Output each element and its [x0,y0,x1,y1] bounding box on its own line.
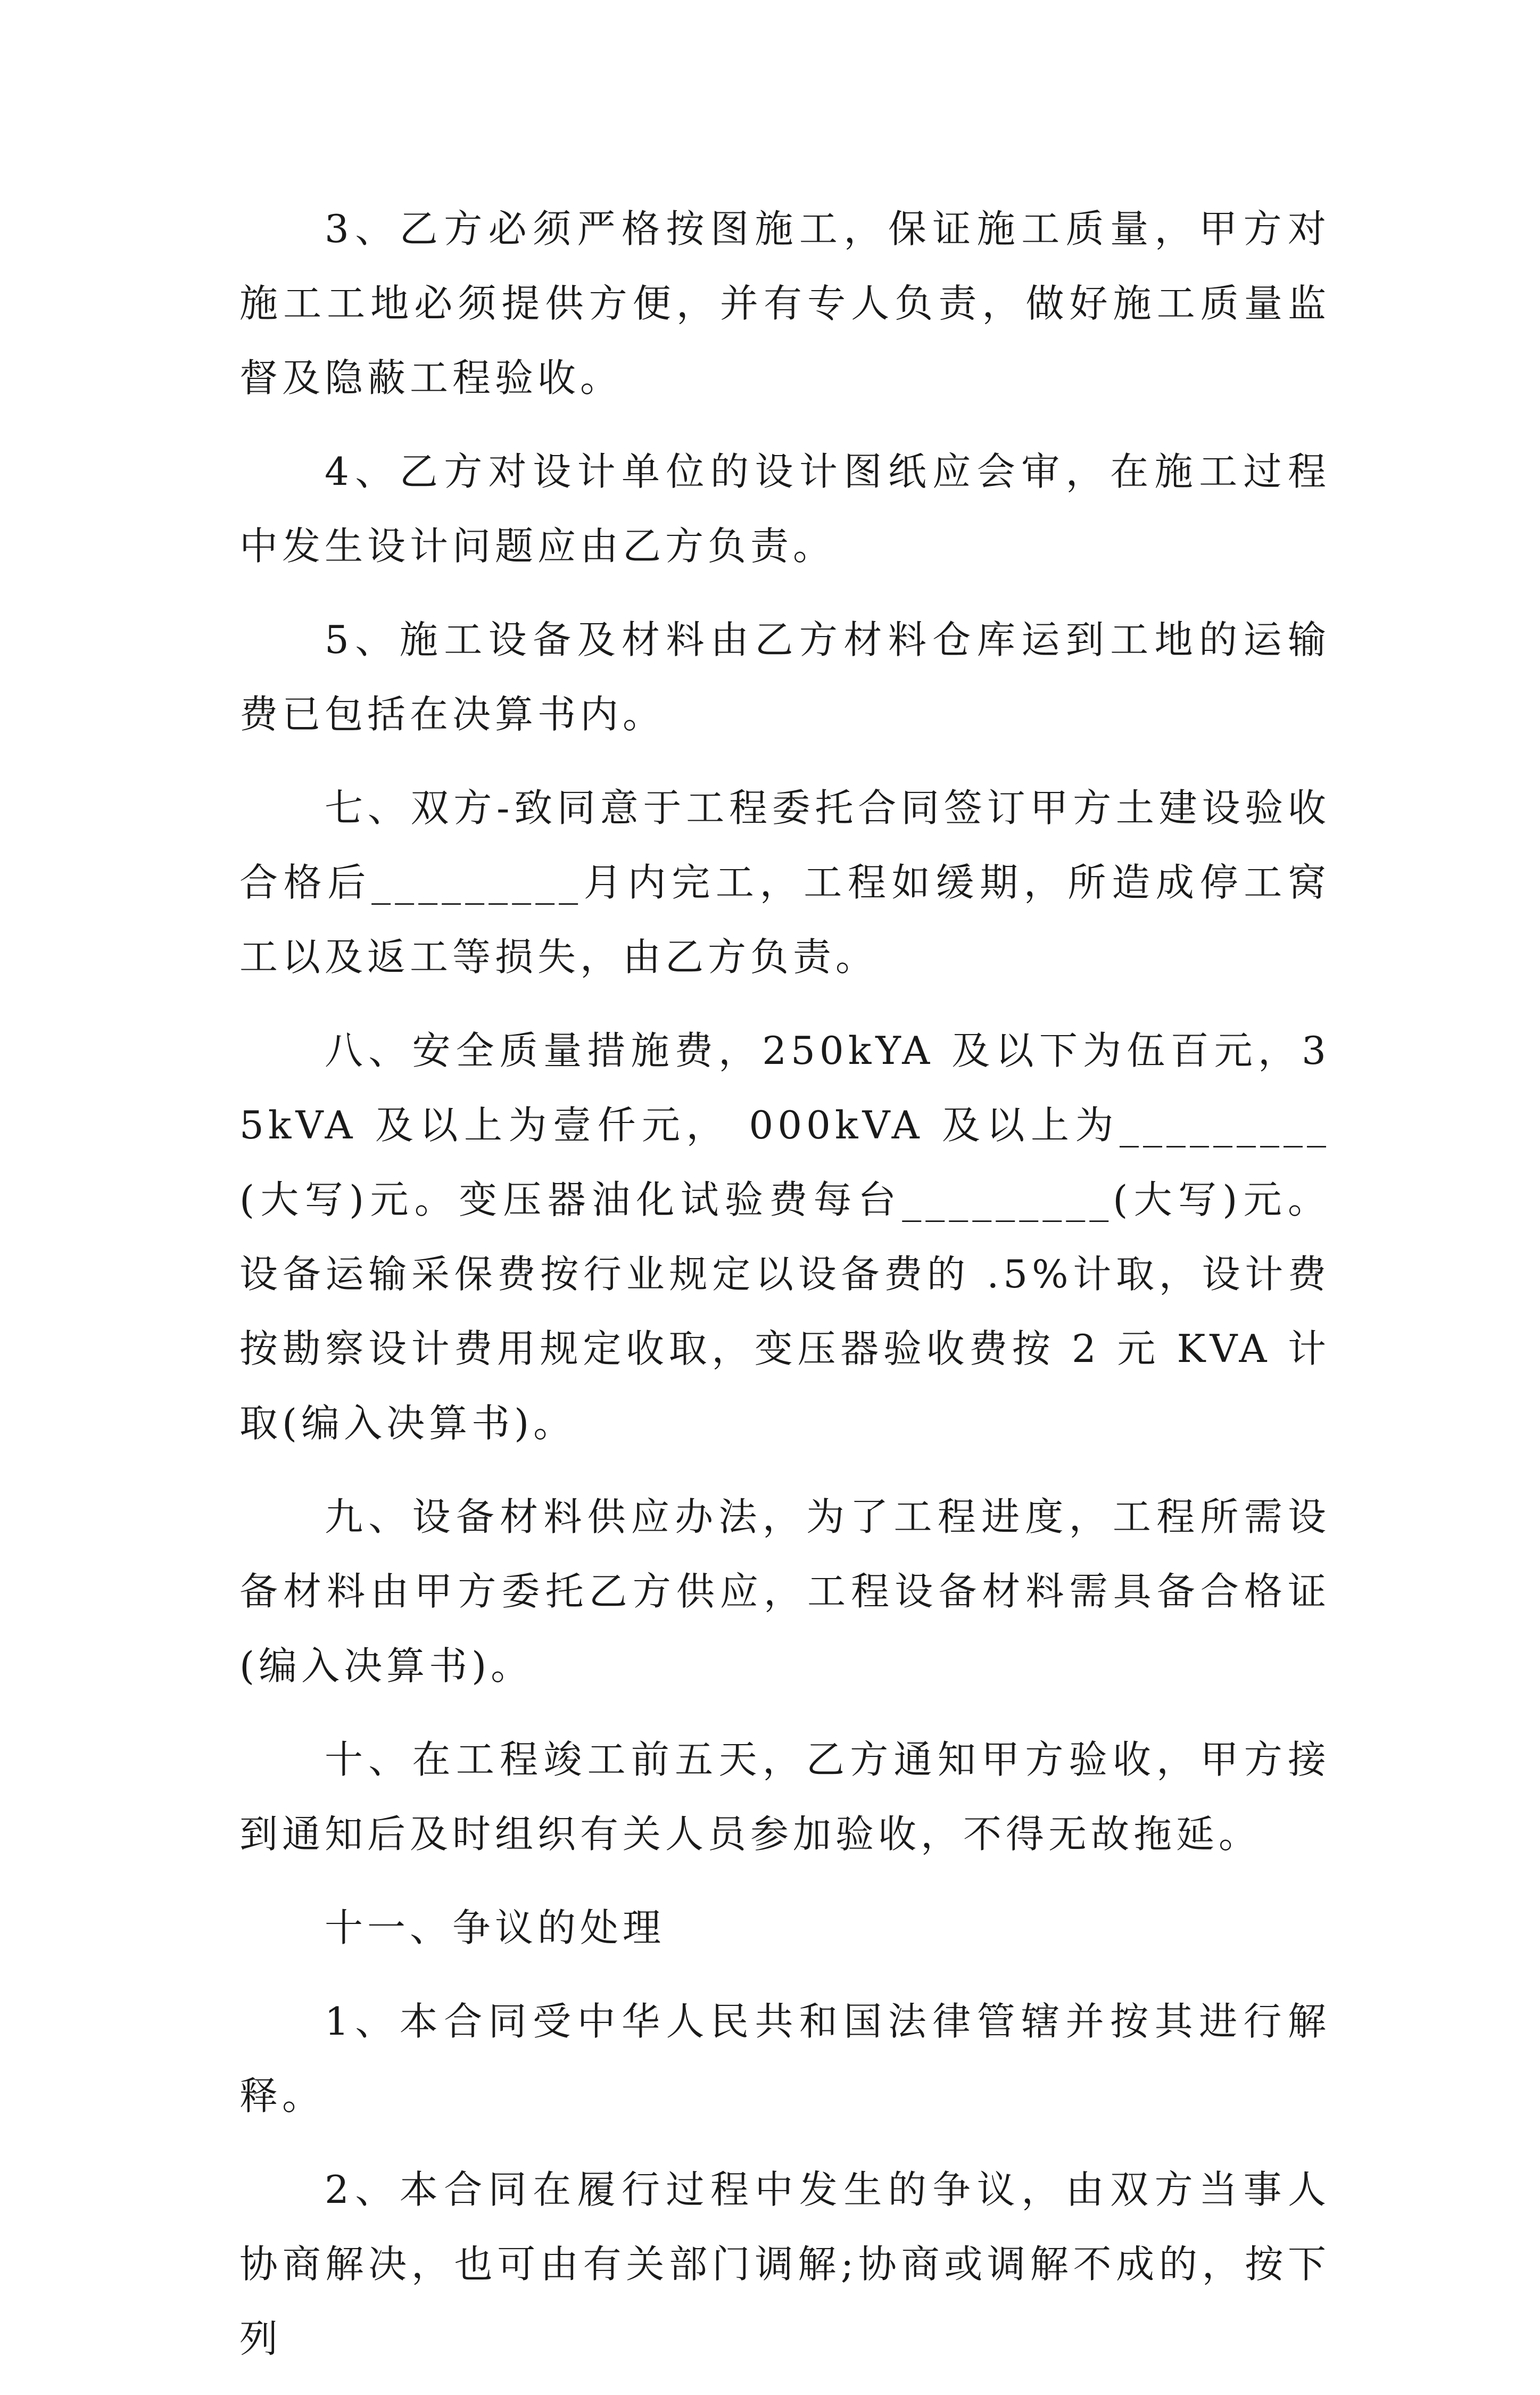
paragraph-dispute-2: 2、本合同在履行过程中发生的争议，由双方当事人协商解决，也可由有关部门调解;协商或调解不成的，按下列 [239,2167,1330,2361]
paragraph-clause-4: 4、乙方对设计单位的设计图纸应会审，在施工过程中发生设计问题应由乙方负责。 [239,449,1330,568]
paragraph-clause-5: 5、施工设备及材料由乙方材料仓库运到工地的运输费已包括在决算书内。 [239,617,1330,737]
paragraph-section-7: 七、双方-致同意于工程委托合同签订甲方土建设验收合格后_________月内完工，工程如缓期，所造成停工窝工以及返工等损失，由乙方负责。 [239,786,1330,979]
paragraph-section-8: 八、安全质量措施费，250kYA 及以下为伍百元，3 5kVA 及以上为壹仟元， 000kVA 及以上为_________(大写)元。变压器油化试验费每台_________(大写)元。设备运输采保费按行业规定以设备费的 .5%计取，设计费按勘察设计费用规定收取，变压器验收费按 2 元 KVA 计取(编入决算书)。 [239,1028,1330,1446]
paragraph-clause-3: 3、乙方必须严格按图施工，保证施工质量，甲方对施工工地必须提供方便，并有专人负责，做好施工质量监督及隐蔽工程验收。 [239,207,1330,400]
section-11-heading: 十一、争议的处理 [325,1905,666,1950]
paragraph-dispute-1: 1、本合同受中华人民共和国法律管辖并按其进行解释。 [239,1999,1330,2118]
document-page [239,192,1330,2395]
paragraph-section-9: 九、设备材料供应办法，为了工程进度，工程所需设备材料由甲方委托乙方供应，工程设备材料需具备合格证(编入决算书)。 [239,1494,1330,1688]
paragraph-section-10: 十、在工程竣工前五天，乙方通知甲方验收，甲方接到通知后及时组织有关人员参加验收，不得无故拖延。 [239,1737,1330,1856]
